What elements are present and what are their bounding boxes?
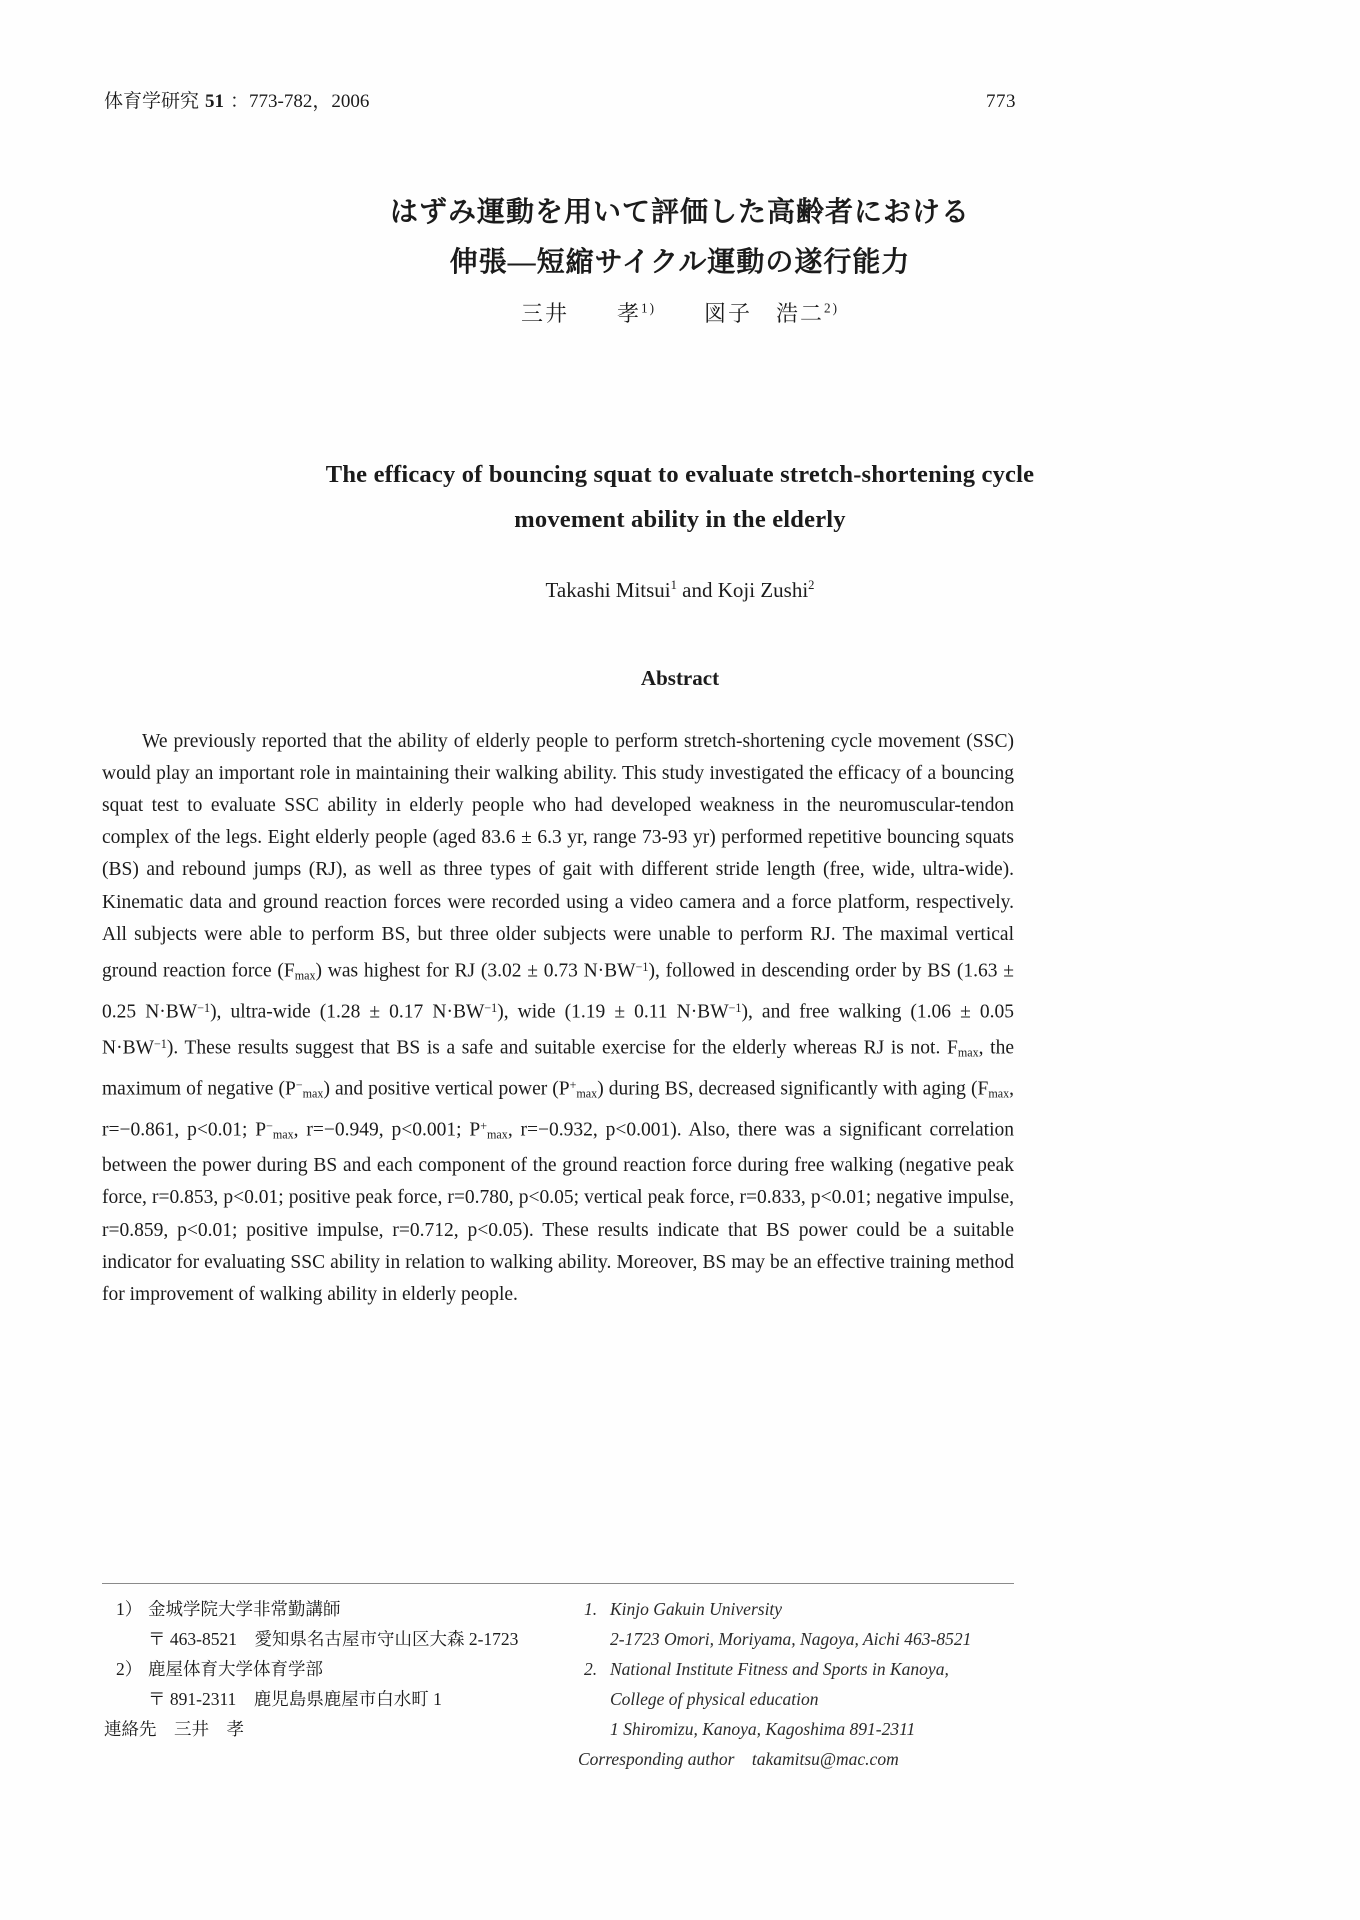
footnote-text: Kinjo Gakuin University (610, 1599, 783, 1619)
footnotes-english (578, 1594, 1028, 1774)
journal-issue-info: ：773-782，2006 (230, 91, 370, 112)
footnote-marker: 1） (116, 1599, 143, 1619)
page-number: 773 (986, 91, 1016, 112)
title-japanese-line2: 伸張―短縮サイクル運動の遂行能力 (449, 247, 911, 278)
footnote-divider (102, 1583, 1014, 1584)
page-header (104, 86, 1016, 113)
footnote-marker: 2. (584, 1659, 598, 1679)
journal-volume: 51 (205, 91, 225, 112)
footnote-item (578, 1654, 1028, 1684)
footnote-marker: 2） (116, 1659, 143, 1679)
title-japanese (0, 188, 1360, 288)
footnote-item (104, 1654, 554, 1684)
footnote-text: 金城学院大学非常勤講師 (148, 1599, 341, 1619)
journal-title: 体育学研究 (104, 91, 200, 112)
contact-line (104, 1714, 554, 1744)
title-english-line1: The efficacy of bouncing squat to evaluate stretch-shortening cycle (325, 461, 1035, 488)
footnote-item-continuation (578, 1684, 1028, 1714)
footnote-item-continuation (104, 1684, 554, 1714)
footnote-text: 1 Shiromizu, Kanoya, Kagoshima 891-2311 (610, 1719, 916, 1739)
abstract-heading: Abstract (640, 666, 720, 690)
title-english (0, 452, 1360, 542)
contact-text: 連絡先 三井 孝 (104, 1719, 244, 1739)
footnote-text: 〒 891-2311 鹿児島県鹿屋市白水町 1 (148, 1689, 442, 1709)
footnote-item-continuation (578, 1714, 1028, 1744)
footnote-item (578, 1594, 1028, 1624)
footnote-item-continuation (104, 1624, 554, 1654)
abstract-body: We previously reported that the ability of elderly people to perform stretch-shortening cycle movement (SSC) would play an important role in maintaining their walking ability. This study investigated the efficacy of a bouncing squat test to evaluate SSC ability in elderly people who had developed weakness in the neuromuscular-tendon complex of the legs. Eight elderly people (aged 83.6 ± 6.3 yr, range 73-93 yr) performed repetitive bouncing squats (BS) and rebound jumps (RJ), as well as three types of gait with different stride length (free, wide, ultra-wide). Kinematic data and ground reaction forces were recorded using a video camera and a force platform, respectively. All subjects were able to perform BS, but three older subjects were unable to perform RJ. The maximal vertical ground reaction force $(F_{max})$ was highest for RJ (3.02 ± 0.73 $N\cdot BW^{-1}$), followed in descending order by BS (1.63 ± 0.25 $N\cdot BW^{-1}$), ultra-wide (1.28 ± 0.17 $N\cdot BW^{-1}$), wide (1.19 ± 0.11 $N\cdot BW^{-1}$), and free walking (1.06 ± 0.05 $N\cdot BW^{-1}$). These results suggest that BS is a safe and suitable exercise for the elderly whereas RJ is not. $F_{max}$, the maximum of negative $(P^-_{max})$ and positive vertical power $(P^+_{max})$ during BS, decreased significantly with aging ($F_{max}$, r=−0.861, p<0.01; $P^-_{max}$, r=−0.949, p<0.001; $P^+_{max}$, r=−0.932, p<0.001). Also, there was a significant correlation between the power during BS and each component of the ground reaction force during free walking (negative peak force, r=0.853, p<0.01; positive peak force, r=0.780, p<0.05; vertical peak force, r=0.833, p<0.01; negative impulse, r=0.859, p<0.01; positive impulse, r=0.712, p<0.05). These results indicate that BS power could be a suitable indicator for evaluating SSC ability in relation to walking ability. Moreover, BS may be an effective training method for improvement of walking ability in elderly people. (102, 730, 1015, 1305)
footnote-text: 鹿屋体育大学体育学部 (148, 1659, 323, 1679)
footnote-marker: 1. (584, 1599, 598, 1619)
footnote-text: National Institute Fitness and Sports in Kanoya, (610, 1659, 949, 1679)
footnote-text: 2-1723 Omori, Moriyama, Nagoya, Aichi 463-8521 (610, 1629, 972, 1649)
footnote-text: 〒 463-8521 愛知県名古屋市守山区大森 2-1723 (148, 1629, 519, 1649)
title-japanese-line1: はずみ運動を用いて評価した高齢者における (389, 197, 970, 228)
footnote-item-continuation (578, 1624, 1028, 1654)
footnote-text: College of physical education (610, 1689, 819, 1709)
footnote-item (104, 1594, 554, 1624)
authors-english: Takashi Mitsui$^1$ and Koji Zushi$^2$ (545, 578, 815, 602)
corresponding-author-line (578, 1744, 1028, 1774)
journal-citation (104, 86, 369, 113)
authors-japanese: 三井 孝$^{1)}$ 図子 浩二$^{2)}$ (520, 300, 840, 326)
corresponding-author-text: Corresponding author takamitsu@mac.com (578, 1749, 899, 1769)
footnotes-japanese (104, 1594, 554, 1744)
title-english-line2: movement ability in the elderly (514, 506, 846, 533)
